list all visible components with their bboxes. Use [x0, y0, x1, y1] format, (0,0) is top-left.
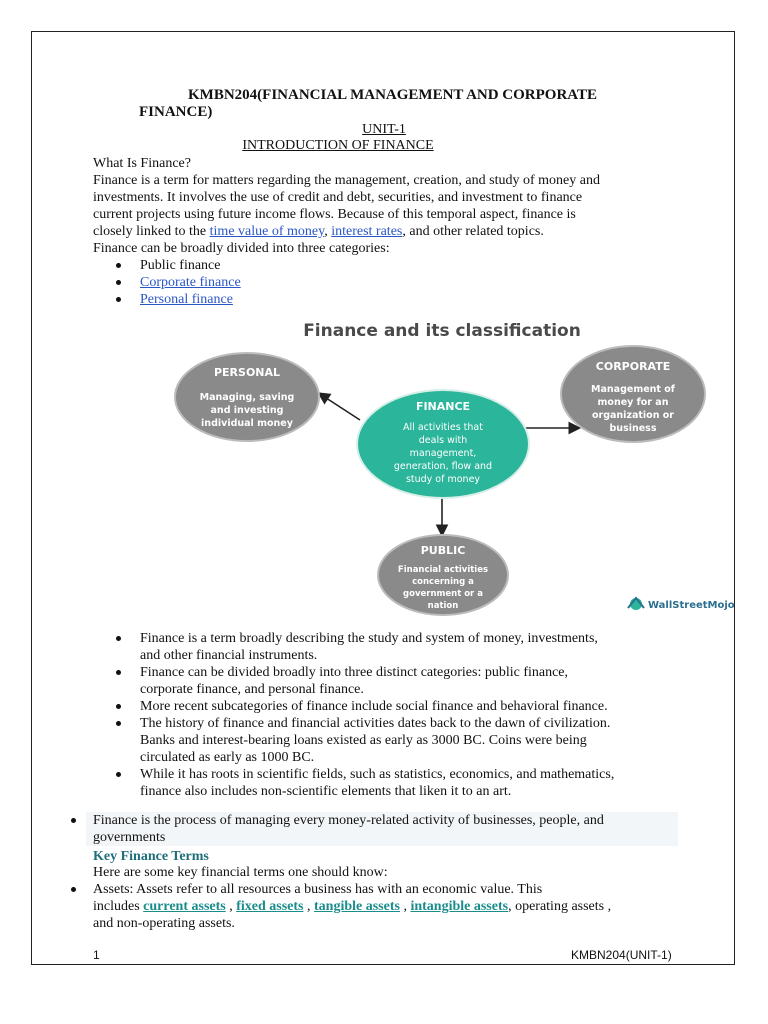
- finance-title: FINANCE: [415, 400, 471, 413]
- arrow-to-personal: [320, 394, 360, 420]
- point-2: Finance can be divided broadly into three distinct categories: public finance, corporate finance, and personal finance.: [140, 665, 569, 697]
- wallstreetmojo-logo-icon: [628, 598, 644, 610]
- assets-line-3: and non-operating assets.: [93, 916, 235, 931]
- public-line: government or a: [403, 589, 483, 599]
- key-terms-intro: Here are some key financial terms one should know:: [93, 865, 388, 880]
- finance-classification-diagram: [160, 312, 735, 622]
- intro-line-1: Finance is a term for matters regarding the management, creation, and study of money and: [93, 173, 600, 188]
- process-text: Finance is the process of managing every money-related activity of businesses, people, and governments: [93, 813, 604, 845]
- assets-line-1: Assets: Assets refer to all resources a business has with an economic value. This: [93, 882, 543, 897]
- finance-line: generation, flow and: [393, 461, 493, 472]
- bullet-dot: [116, 297, 121, 302]
- point-3: More recent subcategories of finance include social finance and behavioral finance.: [140, 699, 608, 714]
- public-title: PUBLIC: [420, 544, 466, 557]
- link-current-assets[interactable]: current assets: [143, 899, 226, 914]
- link-tangible-assets[interactable]: tangible assets: [314, 899, 400, 914]
- intro-line-2: investments. It involves the use of credit and debt, securities, and investment to finance: [93, 190, 583, 205]
- footer-code: KMBN204(UNIT-1): [571, 948, 672, 962]
- corporate-title: CORPORATE: [595, 360, 671, 373]
- bullet-dot: [116, 704, 121, 709]
- finance-line: management,: [409, 448, 477, 459]
- intro-line-4: closely linked to the time value of money, interest rates, and other related topics.: [93, 224, 544, 239]
- unit-label: UNIT-1: [362, 122, 406, 137]
- finance-line: deals with: [418, 435, 468, 446]
- diagram-heading: Finance and its classification: [303, 321, 581, 341]
- link-intangible-assets[interactable]: intangible assets: [410, 899, 509, 914]
- public-line: Financial activities: [397, 565, 489, 575]
- corporate-line: Management of: [591, 384, 675, 395]
- public-line: nation: [427, 601, 459, 611]
- personal-line: individual money: [201, 418, 293, 429]
- finance-line: study of money: [405, 474, 481, 485]
- bullet-dot: [116, 280, 121, 285]
- divided-line: Finance can be broadly divided into three categories:: [93, 241, 390, 256]
- link-fixed-assets[interactable]: fixed assets: [236, 899, 304, 914]
- bullet-dot: [116, 670, 121, 675]
- key-terms-heading: Key Finance Terms: [93, 849, 209, 864]
- category-public: Public finance: [140, 258, 221, 273]
- page-number: 1: [93, 948, 100, 962]
- bullet-dot: [116, 263, 121, 268]
- corporate-line: business: [609, 423, 657, 434]
- doc-title-line1: KMBN204(FINANCIAL MANAGEMENT AND CORPORATE: [188, 87, 598, 103]
- bullet-dot: [116, 721, 121, 726]
- personal-line: Managing, saving: [199, 392, 295, 403]
- category-corporate-link[interactable]: Corporate finance: [140, 275, 241, 290]
- corporate-line: organization or: [592, 410, 674, 421]
- personal-line: and investing: [210, 405, 284, 416]
- point-4: The history of finance and financial activities dates back to the dawn of civilization. Banks and interest-bearing loans existed as early as 3000 BC. Coins were being circulated as early as 1000 BC.: [140, 716, 611, 765]
- chapter-title: INTRODUCTION OF FINANCE: [242, 138, 434, 153]
- point-1: Finance is a term broadly describing the study and system of money, investments, and other financial instruments.: [140, 631, 598, 663]
- assets-line-2: includes current assets , fixed assets , tangible assets , intangible assets, operating assets ,: [93, 899, 612, 914]
- link-interest-rates[interactable]: interest rates: [331, 224, 403, 239]
- corporate-line: money for an: [597, 397, 669, 408]
- question-heading: What Is Finance?: [93, 156, 191, 171]
- finance-line: All activities that: [403, 422, 483, 433]
- bullet-dot: [71, 887, 76, 892]
- bullet-dot: [71, 818, 76, 823]
- link-time-value-of-money[interactable]: time value of money: [209, 224, 325, 239]
- brand-name: WallStreetMojo: [648, 600, 735, 611]
- doc-title-line2: FINANCE): [139, 104, 213, 120]
- point-5: While it has roots in scientific fields, such as statistics, economics, and mathematics, finance also includes non-scientific elements that liken it to an art.: [140, 767, 615, 799]
- intro-line-3: current projects using future income flows. Because of this temporal aspect, finance is: [93, 207, 576, 222]
- public-line: concerning a: [412, 577, 474, 587]
- bullet-dot: [116, 636, 121, 641]
- personal-title: PERSONAL: [213, 366, 281, 379]
- category-personal-link[interactable]: Personal finance: [140, 292, 233, 307]
- bullet-dot: [116, 772, 121, 777]
